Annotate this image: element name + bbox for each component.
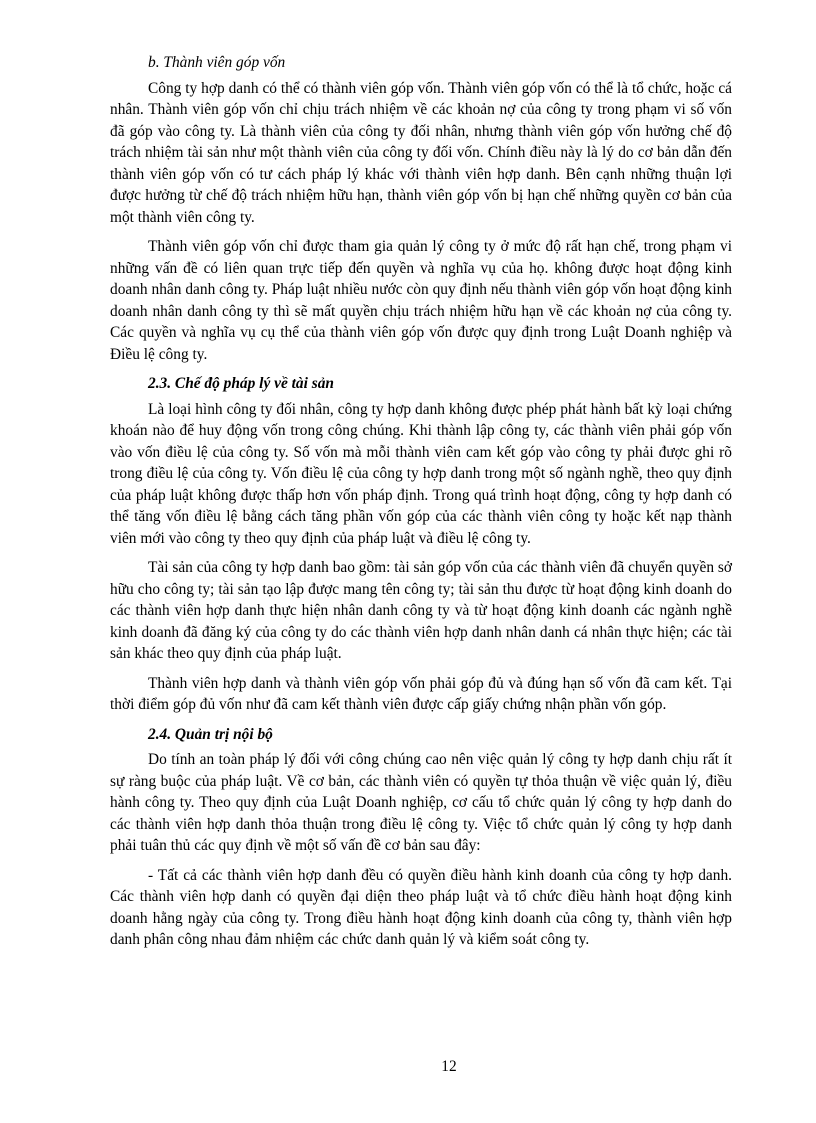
- section-2-4-paragraph-1: Do tính an toàn pháp lý đối với công chúng cao nên việc quản lý công ty hợp danh chịu rất ít sự ràng buộc của pháp luật. Về cơ bản, các thành viên có quyền tự thỏa thuận về việc quản lý, điều hành công ty. Theo quy định của Luật Doanh nghiệp, cơ cấu tổ chức quản lý công ty hợp danh do các thành viên hợp danh thỏa thuận trong điều lệ công ty. Việc tổ chức quản lý công ty hợp danh phải tuân thủ các quy định về một số vấn đề cơ bản sau đây:: [110, 751, 732, 854]
- section-2-3-heading: 2.3. Chế độ pháp lý về tài sản: [148, 375, 334, 392]
- section-2-3-paragraph-3: Thành viên hợp danh và thành viên góp vốn phải góp đủ và đúng hạn số vốn đã cam kết. Tại thời điểm góp đủ vốn như đã cam kết thành viên được cấp giấy chứng nhận phần vốn góp.: [110, 674, 732, 713]
- section-2-4-heading: 2.4. Quản trị nội bộ: [148, 725, 273, 743]
- section-b-heading: b. Thành viên góp vốn: [148, 54, 286, 71]
- section-b-paragraph-2: Thành viên góp vốn chỉ được tham gia quản lý công ty ở mức độ rất hạn chế, trong phạm vi những vấn đề có liên quan trực tiếp đến quyền và nghĩa vụ của họ. không được hoạt động kinh doanh nhân danh công ty. Pháp luật nhiều nước còn quy định nếu thành viên góp vốn hoạt động kinh doanh nhân danh công ty thì sẽ mất quyền chịu trách nhiệm hữu hạn về các khoản nợ của công ty. Các quyền và nghĩa vụ cụ thể của thành viên góp vốn được quy định trong Luật Doanh nghiệp và Điều lệ công ty.: [110, 238, 732, 363]
- section-2-3-paragraph-2: Tài sản của công ty hợp danh bao gồm: tài sản góp vốn của các thành viên đã chuyển quyền sở hữu cho công ty; tài sản tạo lập được mang tên công ty; tài sản thu được từ hoạt động kinh doanh do các thành viên hợp danh thực hiện nhân danh công ty và từ hoạt động kinh doanh các ngành nghề kinh doanh đã đăng ký của công ty do các thành viên hợp danh nhân danh cá nhân thực hiện; các tài sản khác theo quy định của pháp luật.: [110, 559, 732, 662]
- section-b-paragraph-1: Công ty hợp danh có thể có thành viên góp vốn. Thành viên góp vốn có thể là tổ chức, hoặc cá nhân. Thành viên góp vốn chỉ chịu trách nhiệm về các khoản nợ của công ty trong phạm vi số vốn đã góp vào công ty. Là thành viên của công ty đối nhân, nhưng thành viên góp vốn hưởng chế độ trách nhiệm tài sản như một thành viên của công ty đối vốn. Chính điều này là lý do cơ bản dẫn đến thành viên góp vốn có tư cách pháp lý khác với thành viên hợp danh. Bên cạnh những thuận lợi được hưởng từ chế độ trách nhiệm hữu hạn, thành viên góp vốn bị hạn chế những quyền cơ bản của một thành viên công ty.: [110, 79, 732, 226]
- page-number: 12: [441, 1058, 457, 1075]
- section-2-3-paragraph-1: Là loại hình công ty đối nhân, công ty hợp danh không được phép phát hành bất kỳ loại chứng khoán nào để huy động vốn trong công chúng. Khi thành lập công ty, các thành viên phải góp vốn vào vốn điều lệ của công ty. Số vốn mà mỗi thành viên cam kết góp vào công ty phải được ghi rõ trong điều lệ của công ty. Vốn điều lệ của công ty hợp danh trong một số ngành nghề, theo quy định của pháp luật không được thấp hơn vốn pháp định. Trong quá trình hoạt động, công ty hợp danh có thể tăng vốn điều lệ bằng cách tăng phần vốn góp của các thành viên công ty hoặc kết nạp thành viên mới vào công ty theo quy định của pháp luật và điều lệ công ty.: [110, 400, 732, 547]
- document-content: [110, 52, 732, 951]
- section-2-4-paragraph-2: - Tất cả các thành viên hợp danh đều có quyền điều hành kinh doanh của công ty hợp danh. Các thành viên hợp danh có quyền đại diện theo pháp luật và tổ chức điều hành hoạt động kinh doanh hằng ngày của công ty. Trong điều hành hoạt động kinh doanh của công ty, thành viên hợp danh phân công nhau đảm nhiệm các chức danh quản lý và kiểm soát công ty.: [110, 866, 732, 948]
